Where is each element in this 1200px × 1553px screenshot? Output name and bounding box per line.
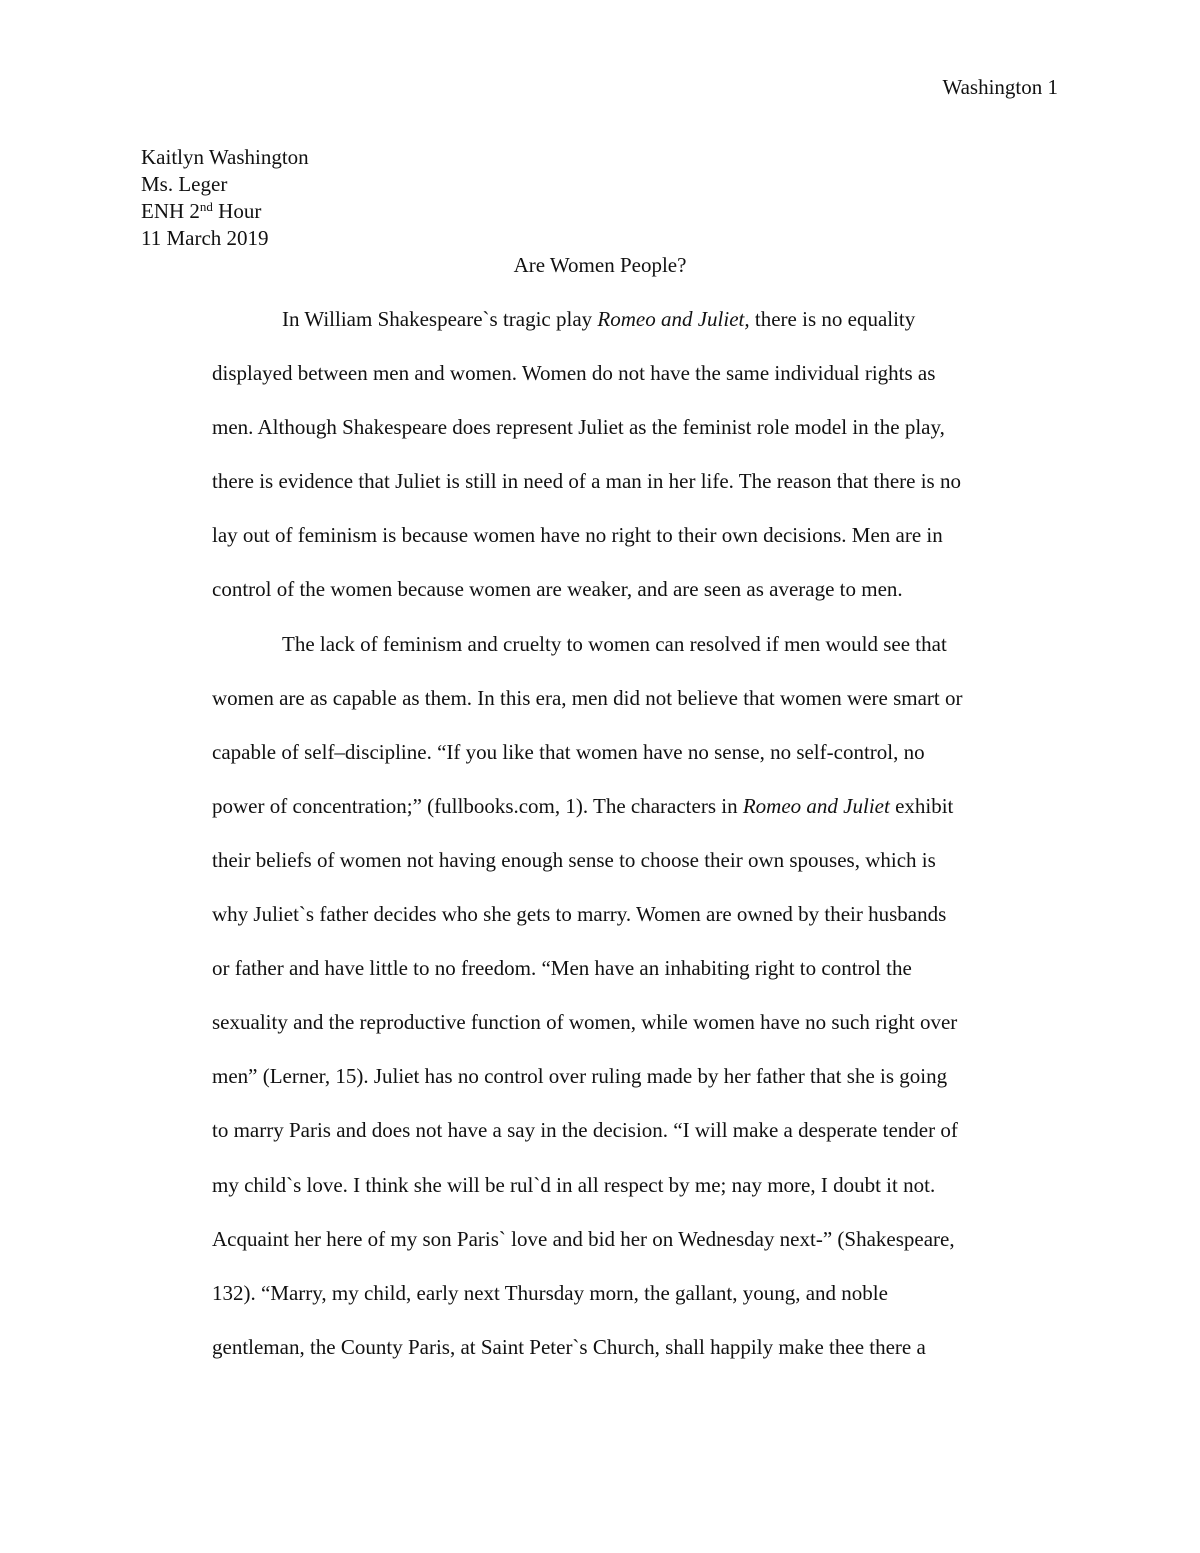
body-line: lay out of feminism is because women have no right to their own decisions. Men are in (212, 523, 943, 548)
body-line: my child`s love. I think she will be rul`d in all respect by me; nay more, I doubt it not. (212, 1172, 936, 1197)
body-line: to marry Paris and does not have a say in the decision. “I will make a desperate tender of (212, 1118, 958, 1143)
course-suffix: Hour (212, 199, 262, 223)
body-line: gentleman, the County Paris, at Saint Peter`s Church, shall happily make thee there a (212, 1334, 926, 1359)
body-line (212, 779, 1068, 833)
body-line: men” (Lerner, 15). Juliet has no control over ruling made by her father that she is going (212, 1064, 948, 1089)
body-line: women are as capable as them. In this era, men did not believe that women were smart or (212, 685, 963, 710)
body-line: displayed between men and women. Women do not have the same individual rights as (212, 361, 936, 386)
body-line: men. Although Shakespeare does represent Juliet as the feminist role model in the play, (212, 415, 945, 440)
text-run: In William Shakespeare`s tragic play (282, 307, 598, 331)
body-line: or father and have little to no freedom. “Men have an inhabiting right to control the (212, 956, 912, 981)
course-prefix: ENH 2 (141, 199, 200, 223)
text-run: power of concentration;” (fullbooks.com, 1). The characters in (212, 793, 743, 818)
body-line: sexuality and the reproductive function of women, while women have no such right over (212, 1010, 958, 1035)
body-line: their beliefs of women not having enough sense to choose their own spouses, which is (212, 847, 936, 872)
body-line: why Juliet`s father decides who she gets to marry. Women are owned by their husbands (212, 902, 947, 927)
teacher-name: Ms. Leger (141, 172, 228, 196)
body-line: capable of self–discipline. “If you like that women have no sense, no self-control, no (212, 739, 925, 764)
italic-title: Romeo and Juliet (742, 793, 890, 818)
course-superscript: nd (199, 198, 213, 214)
date-line: 11 March 2019 (141, 226, 269, 250)
body-line (212, 292, 1068, 346)
essay-body (212, 292, 1068, 1374)
italic-title: Romeo and Juliet, (597, 307, 750, 331)
body-line: 132). “Marry, my child, early next Thursday morn, the gallant, young, and noble (212, 1280, 888, 1305)
body-line: control of the women because women are weaker, and are seen as average to men. (212, 577, 903, 602)
text-run: there is no equality (749, 307, 916, 331)
text-run: exhibit (889, 793, 954, 818)
course-line (141, 198, 309, 225)
running-head: Washington 1 (942, 75, 1058, 99)
body-line: there is evidence that Juliet is still in need of a man in her life. The reason that there is no (212, 469, 961, 494)
body-line: The lack of feminism and cruelty to women can resolved if men would see that (282, 631, 947, 656)
essay-title: Are Women People? (513, 253, 687, 277)
student-name: Kaitlyn Washington (141, 145, 309, 169)
mla-heading (141, 144, 309, 252)
body-line: Acquaint her here of my son Paris` love and bid her on Wednesday next-” (Shakespeare, (212, 1226, 955, 1251)
